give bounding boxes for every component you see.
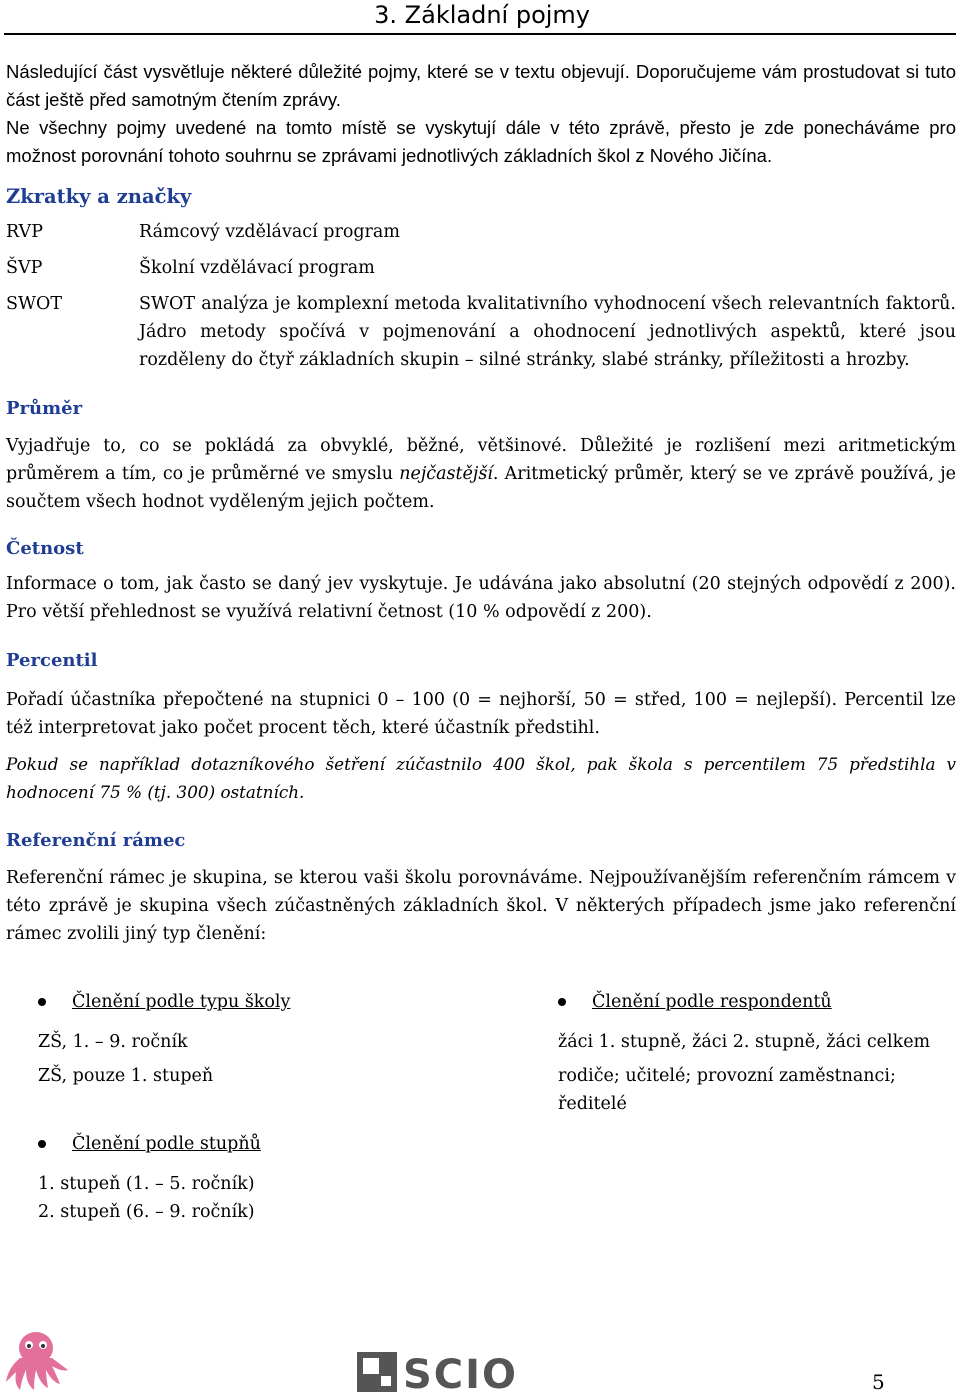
page-number: 5 [872,1370,885,1394]
bullet-icon [38,998,46,1006]
bullet-label: Členění podle respondentů [592,992,832,1012]
percentil-text: Pořadí účastníka přepočtené na stupnici 0 – 100 (0 = nejhorší, 50 = střed, 100 = nejlepší). Percentil lze též interpretovat jako počet procent těch, které účastník předstihl. [6,690,956,738]
abbr-row [6,218,956,246]
abbr-list [6,218,956,374]
abbr-heading: Zkratky a značky [6,185,192,208]
intro-paragraph-1: Následující část vysvětluje některé důležité pojmy, které se v textu objevují. Doporučujeme vám prostudovat si tuto část ještě před samotným čtením zprávy. [6,61,956,110]
abbr-term: RVP [6,222,43,242]
right-column [548,988,956,1226]
chapter-title-text: 3. Základní pojmy [374,1,590,29]
bullet-label: Členění podle typu školy [72,992,291,1012]
list-line: rodiče; učitelé; provozní zaměstnanci; ředitelé [558,1066,896,1114]
bullet-typ-skoly [38,988,548,1016]
bullet-label: Členění podle stupňů [72,1134,261,1154]
bullet-respondenti [558,988,956,1016]
scio-logo-icon [357,1352,523,1392]
intro-paragraph-2: Ne všechny pojmy uvedené na tomto místě se vyskytují dále v této zprávě, přesto je zde ponecháváme pro možnost porovnání tohoto souhrnu se zprávami jednotlivých základních škol z Nového Jičína. [6,117,956,166]
list-line: 1. stupeň (1. – 5. ročník) [38,1174,255,1194]
membership-columns [6,988,956,1226]
abbr-definition: SWOT analýza je komplexní metoda kvalitativního vyhodnocení všech relevantních faktorů. Jádro metody spočívá v pojmenování a ohodnocení jednotlivých aspektů, které jsou rozděleny do čtyř základních skupin – silné stránky, slabé stránky, příležitosti a hrozby. [139,294,956,370]
cetnost-text: Informace o tom, jak často se daný jev vyskytuje. Je udávána jako absolutní (20 stejných odpovědí z 200). Pro větší přehlednost se využívá relativní četnost (10 % odpovědí z 200). [6,574,956,622]
title-rule [4,33,956,35]
abbr-term: SWOT [6,294,62,314]
page-content [6,58,956,1226]
bullet-stupne [38,1130,548,1158]
list-line: 2. stupeň (6. – 9. ročník) [38,1202,255,1222]
percentil-heading: Percentil [6,650,98,671]
prumer-text-italic: nejčastější [399,464,493,484]
list-line: ZŠ, pouze 1. stupeň [38,1066,214,1086]
abbr-row [6,254,956,282]
abbr-definition: Školní vzdělávací program [139,258,375,278]
bullet-icon [558,998,566,1006]
abbr-row [6,290,956,374]
abbr-term: ŠVP [6,258,43,278]
prumer-text-a: Vyjadřuje to, co se pokládá za obvyklé, běžné, většinové. Důležité je rozlišení mezi aritmetickým průměrem a tím, co je průměrné ve smyslu [6,436,956,484]
octopus-logo-icon [2,1328,72,1394]
list-line: ZŠ, 1. – 9. ročník [38,1032,188,1052]
list-line: žáci 1. stupně, žáci 2. stupně, žáci celkem [558,1032,931,1052]
abbr-definition: Rámcový vzdělávací program [139,222,400,242]
percentil-example: Pokud se například dotazníkového šetření zúčastnilo 400 škol, pak škola s percentilem 75 předstihla v hodnocení 75 % (tj. 300) ostatních. [6,754,956,802]
chapter-title [0,0,960,30]
ramec-heading: Referenční rámec [6,830,186,851]
cetnost-heading: Četnost [6,538,84,559]
prumer-text [6,432,956,516]
ramec-text: Referenční rámec je skupina, se kterou vaši školu porovnáváme. Nejpoužívanějším referenčním rámcem v této zprávě je skupina všech zúčastněných základních škol. V některých případech jsme jako referenční rámec zvolili jiný typ členění: [6,868,956,944]
bullet-icon [38,1140,46,1148]
left-column [6,988,548,1226]
prumer-heading: Průměr [6,398,83,419]
scio-brand-text: SCIO [403,1352,519,1392]
prumer-text-b: . Aritmetický průměr, který se ve zprávě používá, je součtem všech hodnot vyděleným jejich počtem. [6,464,956,512]
